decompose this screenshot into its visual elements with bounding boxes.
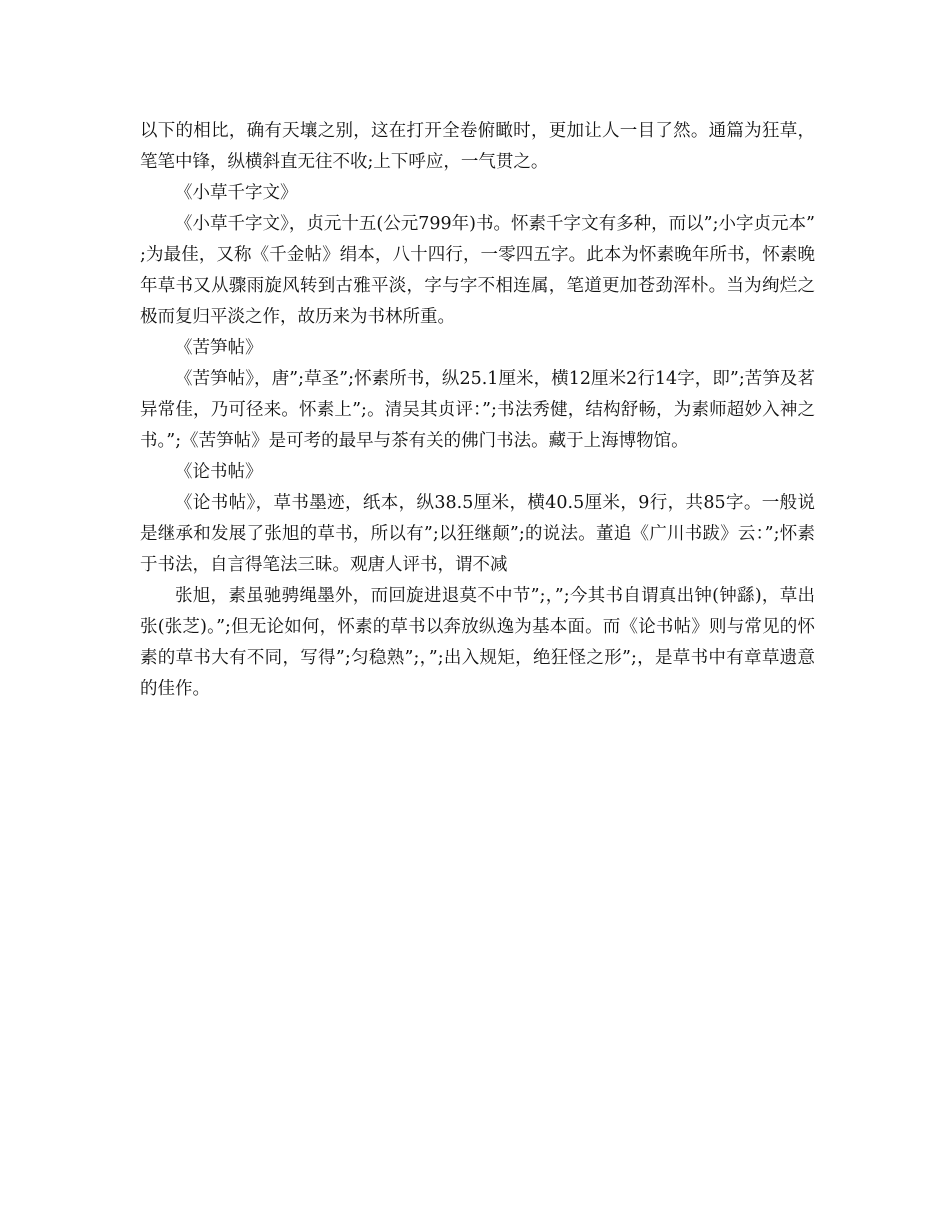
section-heading-xiaocao-qianziwen: 《小草千字文》 [175,183,298,203]
section-heading-lunshu-tie: 《论书帖》 [175,462,263,482]
document-body [140,116,815,705]
paragraph-intro-continued: 以下的相比，确有天壤之别，这在打开全卷俯瞰时，更加让人一目了然。通篇为狂草，笔笔中锋，纵横斜直无往不收;上下呼应，一气贯之。 [140,121,815,172]
paragraph-lunshu-tie-part1: 《论书帖》，草书墨迹，纸本，纵38.5厘米，横40.5厘米，9行，共85字。一般说是继承和发展了张旭的草书，所以有”;以狂继颠”;的说法。董追《广川书跋》云：”;怀素于书法，自言得笔法三昧。观唐人评书，谓不减 [140,493,815,575]
paragraph-lunshu-tie-part2: 张旭，素虽驰骋绳墨外，而回旋进退莫不中节”;，”;今其书自谓真出钟(钟繇)，草出张(张芝)。”;但无论如何，怀素的草书以奔放纵逸为基本面。而《论书帖》则与常见的怀素的草书大有不同，写得”;匀稳熟”;，”;出入规矩，绝狂怪之形”;，是草书中有章草遗意的佳作。 [140,586,815,699]
paragraph-kusun-tie: 《苦笋帖》，唐”;草圣”;怀素所书，纵25.1厘米，横12厘米2行14字，即”;苦笋及茗异常佳，乃可径来。怀素上”;。清吴其贞评：”;书法秀健，结构舒畅，为素师超妙入神之书。”;《苦笋帖》是可考的最早与茶有关的佛门书法。藏于上海博物馆。 [140,369,815,451]
section-heading-kusun-tie: 《苦笋帖》 [175,338,263,358]
paragraph-xiaocao-qianziwen: 《小草千字文》，贞元十五(公元799年)书。怀素千字文有多种，而以”;小字贞元本”;为最佳，又称《千金帖》绢本，八十四行，一零四五字。此本为怀素晚年所书，怀素晚年草书又从骤雨旋风转到古雅平淡，字与字不相连属，笔道更加苍劲浑朴。当为绚烂之极而复归平淡之作，故历来为书林所重。 [140,214,815,327]
